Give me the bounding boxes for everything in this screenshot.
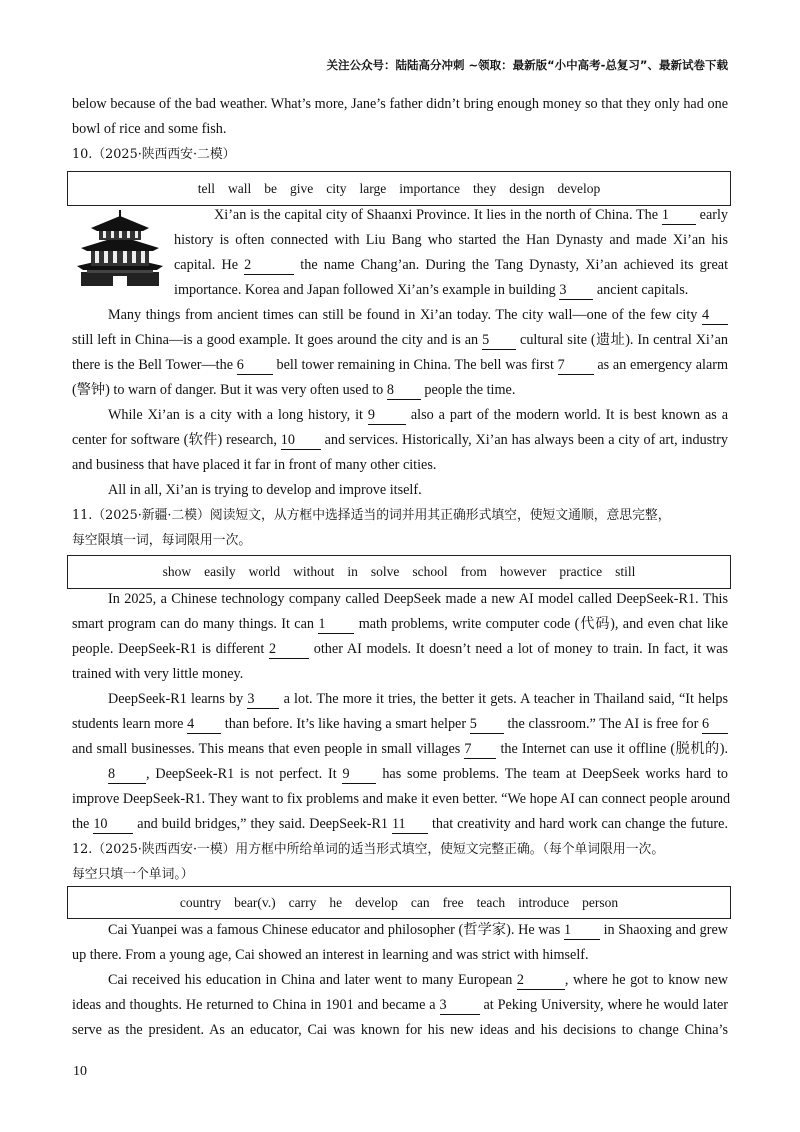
word-option: they: [472, 180, 497, 196]
word-box: [67, 171, 731, 206]
text-line: ideas and thoughts. He returned to China in 1901 and became a 3 at Peking University, where he would later: [72, 997, 728, 1013]
word-option: show: [162, 564, 192, 579]
question-title: 11.（2025·新疆·二模）阅读短文，从方框中选择适当的词并用其正确形式填空，使短文通顺，意思完整，: [72, 508, 671, 523]
text-line: still left in China—is a good example. It goes around the city and is an 5 cultural site (遗址). In central Xi’an: [72, 332, 728, 348]
blank[interactable]: 2: [269, 641, 309, 659]
text-line: (警钟) to warn of danger. But it was very often used to 8 people the time.: [72, 382, 516, 398]
word-option: give: [290, 180, 314, 196]
word-box: [67, 886, 731, 919]
question-title: 12.（2025·陕西西安·一模）用方框中所给单词的适当形式填空，使短文完整正确。（每个单词限用一次。: [72, 842, 665, 857]
word-option: develop: [557, 180, 601, 196]
blank[interactable]: 1: [662, 207, 696, 225]
blank[interactable]: 6: [702, 716, 728, 734]
word-option: design: [509, 180, 545, 196]
text-line: students learn more 4 than before. It’s like having a smart helper 5 the classroom.” The AI is free for 6: [72, 712, 728, 737]
blank[interactable]: 1: [564, 922, 600, 940]
word-option: practice: [559, 564, 603, 579]
text-line: improve DeepSeek-R1. They want to fix problems and make it even better. “We hope AI can connect people around: [72, 791, 731, 807]
text-line: Cai received his education in China and later went to many European 2 , where he got to know new: [108, 972, 728, 988]
text-line: below because of the bad weather. What’s more, Jane’s father didn’t bring enough money so that they only had one: [72, 96, 728, 112]
word-option: wall: [228, 180, 252, 196]
word-option: introduce: [518, 894, 570, 910]
word-option: solve: [370, 564, 400, 579]
word-option: large: [359, 180, 387, 196]
blank[interactable]: 9: [368, 407, 406, 425]
blank[interactable]: 2: [517, 972, 565, 990]
question-title: 10.（2025·陕西西安·二模）: [72, 147, 236, 162]
pagoda-illustration: [75, 210, 165, 288]
blank[interactable]: 3: [559, 282, 593, 300]
word-box: [67, 555, 731, 589]
text-line: trained with very little money.: [72, 666, 244, 682]
page-number: 10: [73, 1064, 87, 1079]
question-title: 每空限填一词，每词限用一次。: [72, 533, 252, 548]
text-line: up there. From a young age, Cai showed an interest in learning and was strict with himself.: [72, 947, 589, 963]
blank[interactable]: 4: [702, 307, 728, 325]
blank[interactable]: 1: [318, 616, 354, 634]
blank[interactable]: 6: [237, 357, 273, 375]
word-option: easily: [204, 564, 236, 579]
blank[interactable]: 4: [187, 716, 221, 734]
word-option: can: [410, 894, 430, 910]
blank[interactable]: 8: [108, 766, 146, 784]
text-line: In 2025, a Chinese technology company called DeepSeek made a new AI model called DeepSeek-R1. This: [108, 591, 728, 607]
word-option: in: [347, 564, 358, 579]
word-option: importance: [399, 180, 460, 196]
word-option: tell: [197, 180, 215, 196]
blank[interactable]: 7: [558, 357, 594, 375]
text-line: capital. He 2 the name Chang’an. During the Tang Dynasty, Xi’an achieved its great: [174, 257, 729, 273]
word-option: he: [329, 894, 343, 910]
word-option: still: [615, 564, 636, 579]
question-title: 每空只填一个单词。）: [72, 867, 194, 882]
page-header: 关注公众号：陆陆高分冲刺 ~领取：最新版“小中高考-总复习”、最新试卷下载: [326, 58, 728, 72]
blank[interactable]: 5: [470, 716, 504, 734]
blank[interactable]: 10: [93, 816, 133, 834]
text-line: bowl of rice and some fish.: [72, 121, 227, 137]
blank[interactable]: 11: [392, 816, 428, 834]
word-option: develop: [355, 894, 398, 910]
text-line: there is the Bell Tower—the 6 bell tower remaining in China. The bell was first 7 as an emergency alarm: [72, 357, 729, 373]
text-line: serve as the president. As an educator, Cai was known for his new ideas and his decisions to change China’s: [72, 1022, 728, 1038]
text-line: Cai Yuanpei was a famous Chinese educator and philosopher (哲学家). He was 1 in Shaoxing and grew: [108, 922, 728, 938]
blank[interactable]: 5: [482, 332, 516, 350]
word-option: world: [248, 564, 281, 579]
blank[interactable]: 3: [440, 997, 480, 1015]
text-line: importance. Korea and Japan followed Xi’an’s example in building 3 ancient capitals.: [174, 282, 689, 298]
word-option: person: [582, 894, 619, 910]
text-line: smart program can do many things. It can 1 math problems, write computer code (代码), and even chat like: [72, 616, 729, 632]
blank[interactable]: 8: [387, 382, 421, 400]
word-option: teach: [476, 894, 506, 910]
blank[interactable]: 3: [247, 691, 279, 709]
word-option: carry: [288, 894, 317, 910]
text-line: people. DeepSeek-R1 is different 2 other AI models. It doesn’t need a lot of money to train. In fact, it was: [72, 641, 729, 657]
text-line: and small businesses. This means that even people in small villages 7 the Internet can use it offline (脱机的).: [72, 741, 729, 757]
word-option: be: [264, 180, 277, 196]
word-option: without: [293, 564, 335, 579]
blank[interactable]: 2: [244, 257, 294, 275]
word-option: city: [326, 180, 347, 196]
word-option: from: [460, 564, 487, 579]
text-line: 8 , DeepSeek-R1 is not perfect. It 9 has some problems. The team at DeepSeek works hard to: [108, 766, 728, 782]
blank[interactable]: 10: [281, 432, 321, 450]
text-line: and business that have placed it far in front of many other cities.: [72, 457, 437, 473]
text-line: the 10 and build bridges,” they said. DeepSeek-R1 11 that creativity and hard work can change the future.: [72, 816, 728, 832]
text-line: DeepSeek-R1 learns by 3 a lot. The more it tries, the better it gets. A teacher in Thailand said, “It helps: [108, 691, 729, 707]
text-line: All in all, Xi’an is trying to develop and improve itself.: [108, 482, 422, 498]
text-line: center for software (软件) research, 10 and services. Historically, Xi’an has always been a city of art, industry: [72, 432, 728, 448]
word-option: country: [179, 894, 222, 910]
word-option: school: [412, 564, 448, 579]
word-option: however: [499, 564, 547, 579]
word-option: free: [442, 894, 464, 910]
text-line: history is often connected with Liu Bang who started the Han Dynasty and made Xi’an his: [174, 232, 728, 248]
blank[interactable]: 7: [464, 741, 496, 759]
word-option: bear(v.): [234, 894, 276, 910]
text-line: Xi’an is the capital city of Shaanxi Province. It lies in the north of China. The 1 early: [214, 207, 728, 223]
blank[interactable]: 9: [342, 766, 376, 784]
text-line: While Xi’an is a city with a long history, it 9 also a part of the modern world. It is best known as a: [108, 407, 729, 423]
text-line: Many things from ancient times can still be found in Xi’an today. The city wall—one of the few city 4: [108, 303, 728, 328]
